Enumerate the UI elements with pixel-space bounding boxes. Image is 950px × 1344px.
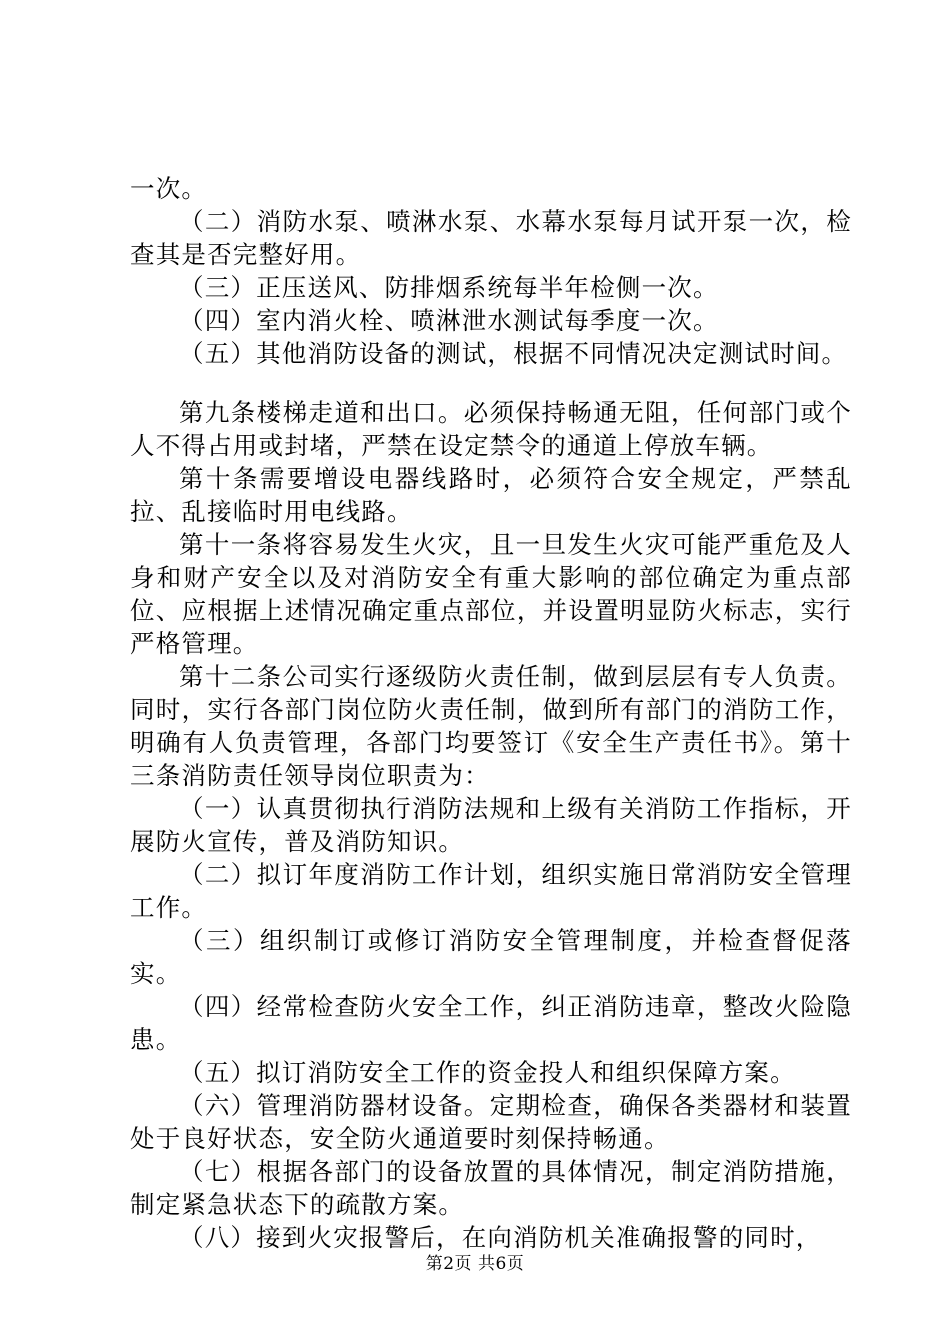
document-body bbox=[130, 172, 852, 1254]
paragraph: 第九条楼梯走道和出口。必须保持畅通无阻，任何部门或个人不得占用或封堵，严禁在设定禁令的通道上停放车辆。 bbox=[130, 398, 852, 460]
paragraph: （三）正压送风、防排烟系统每半年检侧一次。 bbox=[179, 273, 719, 302]
paragraph: （三）组织制订或修订消防安全管理制度，并检查督促落实。 bbox=[130, 926, 852, 988]
paragraph: （四）经常检查防火安全工作，纠正消防违章，整改火险隐患。 bbox=[130, 992, 852, 1054]
paragraph-gap bbox=[130, 370, 852, 396]
paragraph: （二）拟订年度消防工作计划，组织实施日常消防安全管理工作。 bbox=[130, 860, 852, 922]
paragraph: （四）室内消火栓、喷淋泄水测试每季度一次。 bbox=[179, 306, 719, 335]
paragraph: （一）认真贯彻执行消防法规和上级有关消防工作指标，开展防火宣传，普及消防知识。 bbox=[130, 794, 852, 856]
paragraph: （五）拟订消防安全工作的资金投人和组织保障方案。 bbox=[179, 1058, 796, 1087]
paragraph: 第十条需要增设电器线路时，必须符合安全规定，严禁乱拉、乱接临时用电线路。 bbox=[130, 464, 852, 526]
paragraph: （七）根据各部门的设备放置的具体情况，制定消防措施，制定紧急状态下的疏散方案。 bbox=[130, 1157, 852, 1219]
paragraph: 一次。 bbox=[130, 174, 208, 203]
page-footer: 第2页 共6页 bbox=[425, 1254, 525, 1274]
paragraph: 第十二条公司实行逐级防火责任制，做到层层有专人负责。同时，实行各部门岗位防火责任制，做到所有部门的消防工作，明确有人负责管理，各部门均要签订《安全生产责任书》。第十三条消防责任领导岗位职责为： bbox=[130, 662, 852, 790]
paragraph: （五）其他消防设备的测试，根据不同情况决定测试时间。 bbox=[179, 339, 848, 368]
paragraph: 第十一条将容易发生火灾，且一旦发生火灾可能严重危及人身和财产安全以及对消防安全有重大影响的部位确定为重点部位、应根据上述情况确定重点部位，并设置明显防火标志，实行严格管理。 bbox=[130, 530, 852, 658]
paragraph: （八）接到火灾报警后，在向消防机关准确报警的同时， bbox=[179, 1223, 822, 1252]
paragraph: （二）消防水泵、喷淋水泵、水幕水泵每月试开泵一次，检查其是否完整好用。 bbox=[130, 207, 852, 269]
paragraph: （六）管理消防器材设备。定期检查，确保各类器材和装置处于良好状态，安全防火通道要时刻保持畅通。 bbox=[130, 1091, 852, 1153]
